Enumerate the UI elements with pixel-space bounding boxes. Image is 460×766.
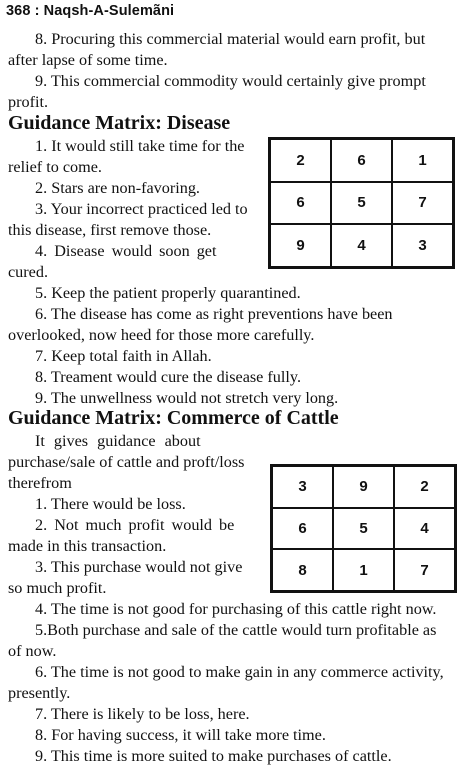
matrix-cell: 4 bbox=[394, 508, 455, 550]
matrix-cell: 6 bbox=[270, 182, 331, 225]
text-line: 8. For having success, it will take more time. bbox=[35, 726, 326, 744]
text-line: 3. This purchase would not give bbox=[35, 558, 243, 576]
text-line: of now. bbox=[8, 642, 57, 660]
text-line: 4. The time is not good for purchasing of this cattle right now. bbox=[35, 600, 437, 618]
text-line: 9. The unwellness would not stretch very long. bbox=[35, 389, 339, 407]
text-line: 1. There would be loss. bbox=[35, 495, 186, 513]
text-line: 8. Treament would cure the disease fully. bbox=[35, 368, 301, 386]
matrix-cell: 6 bbox=[272, 508, 333, 550]
text-line: after lapse of some time. bbox=[8, 51, 168, 69]
matrix-cell: 7 bbox=[392, 182, 453, 225]
text-line: relief to come. bbox=[8, 158, 102, 176]
text-line: It gives guidance about bbox=[35, 432, 201, 450]
text-line: 5.Both purchase and sale of the cattle would turn profitable as bbox=[35, 621, 437, 639]
cattle-matrix bbox=[270, 464, 457, 593]
matrix-cell: 2 bbox=[270, 139, 331, 182]
matrix-cell: 9 bbox=[270, 224, 331, 267]
matrix-cell: 6 bbox=[331, 139, 392, 182]
text-line: 3. Your incorrect practiced led to bbox=[35, 200, 248, 218]
text-line: profit. bbox=[8, 93, 49, 111]
text-line: 6. The disease has come as right preventions have been bbox=[35, 305, 393, 323]
matrix-cell: 3 bbox=[272, 466, 333, 508]
matrix-cell: 3 bbox=[392, 224, 453, 267]
text-line: this disease, first remove those. bbox=[8, 221, 212, 239]
matrix-cell: 8 bbox=[272, 549, 333, 591]
disease-matrix bbox=[268, 137, 455, 269]
matrix-cell: 4 bbox=[331, 224, 392, 267]
matrix-cell: 5 bbox=[331, 182, 392, 225]
text-line: presently. bbox=[8, 684, 71, 702]
section-heading: Guidance Matrix: Commerce of Cattle bbox=[8, 407, 339, 429]
section-heading: Guidance Matrix: Disease bbox=[8, 112, 231, 134]
text-line: 2. Stars are non-favoring. bbox=[35, 179, 200, 197]
text-line: 1. It would still take time for the bbox=[35, 137, 245, 155]
matrix-cell: 1 bbox=[392, 139, 453, 182]
page-header: 368 : Naqsh-A-Sulemãni bbox=[6, 3, 175, 19]
text-line: cured. bbox=[8, 263, 48, 281]
text-line: 2. Not much profit would be bbox=[35, 516, 235, 534]
text-line: 7. Keep total faith in Allah. bbox=[35, 347, 212, 365]
text-line: so much profit. bbox=[8, 579, 107, 597]
text-line: 9. This commercial commodity would certainly give prompt bbox=[35, 72, 426, 90]
matrix-cell: 7 bbox=[394, 549, 455, 591]
matrix-cell: 5 bbox=[333, 508, 394, 550]
text-line: 7. There is likely to be loss, here. bbox=[35, 705, 250, 723]
text-line: 9. This time is more suited to make purchases of cattle. bbox=[35, 747, 392, 765]
text-line: overlooked, now heed for those more carefully. bbox=[8, 326, 315, 344]
text-line: 8. Procuring this commercial material would earn profit, but bbox=[35, 30, 426, 48]
text-line: therefrom bbox=[8, 474, 72, 492]
text-line: 4. Disease would soon get bbox=[35, 242, 217, 260]
matrix-cell: 2 bbox=[394, 466, 455, 508]
matrix-cell: 1 bbox=[333, 549, 394, 591]
text-line: purchase/sale of cattle and proft/loss bbox=[8, 453, 245, 471]
text-line: 5. Keep the patient properly quarantined. bbox=[35, 284, 301, 302]
text-line: 6. The time is not good to make gain in any commerce activity, bbox=[35, 663, 444, 681]
text-line: made in this transaction. bbox=[8, 537, 167, 555]
matrix-cell: 9 bbox=[333, 466, 394, 508]
